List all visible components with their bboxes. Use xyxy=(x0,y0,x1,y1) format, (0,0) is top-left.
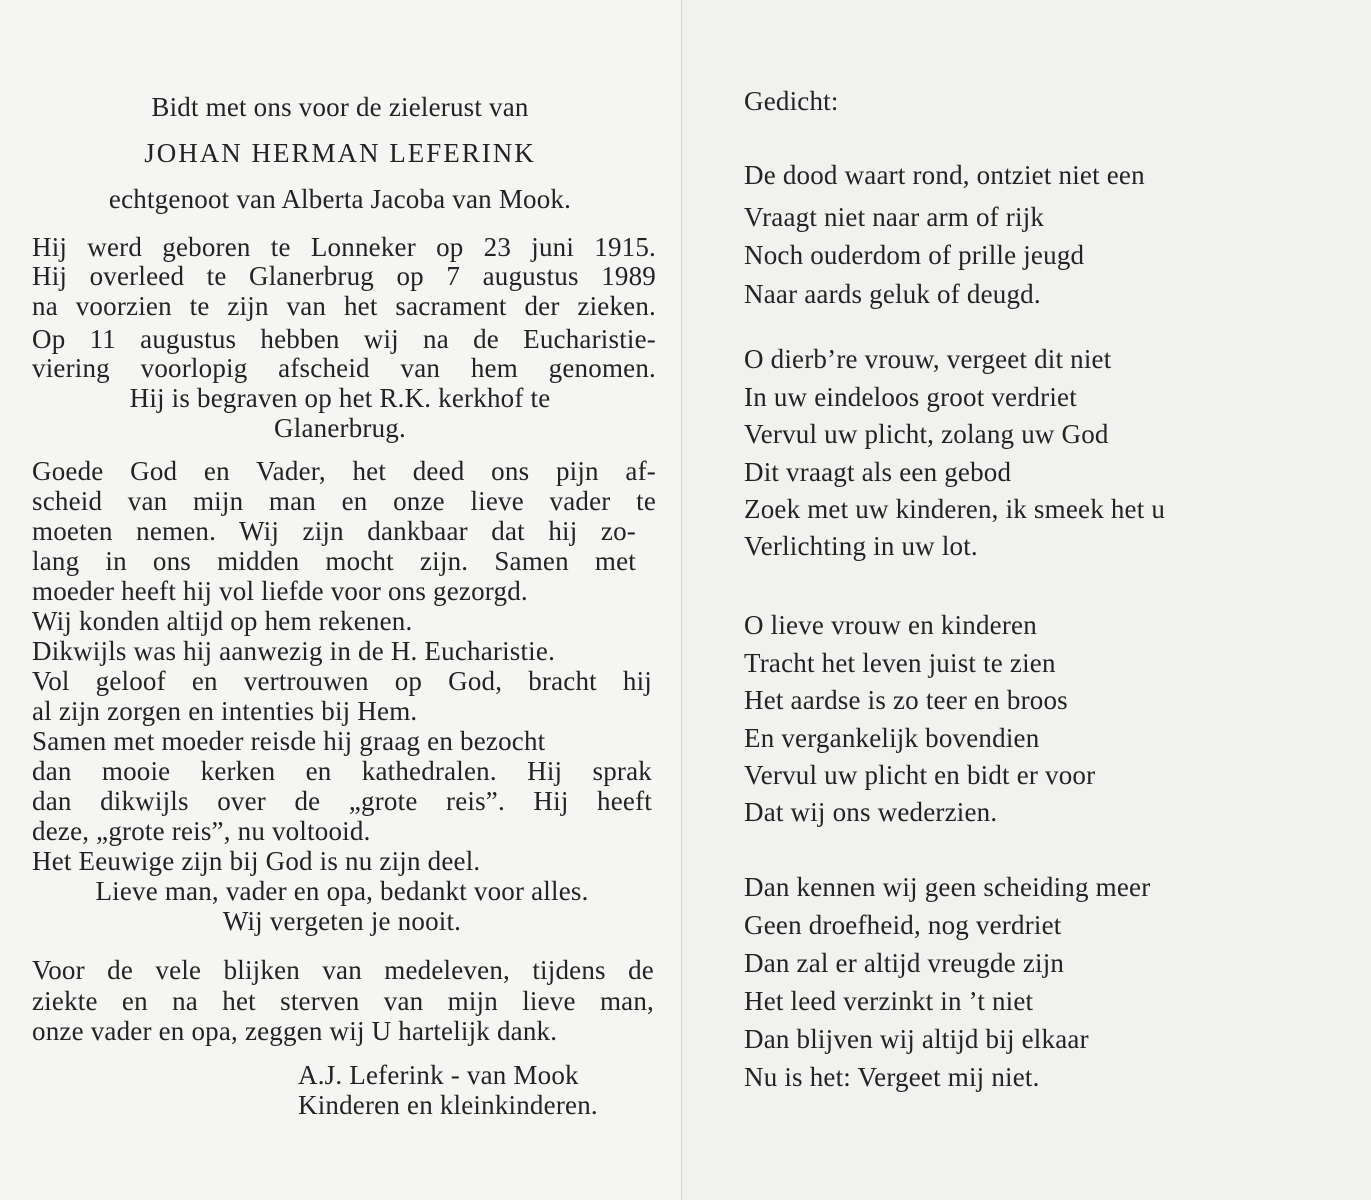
tribute-line: deze, „grote reis”, nu voltooid. xyxy=(32,816,371,846)
biography-line: Op 11 augustus hebben wij na de Eucharistie- xyxy=(32,324,656,354)
left-panel xyxy=(0,0,681,1200)
poem-line: Vervul uw plicht en bidt er voor xyxy=(744,760,1096,790)
poem-line: Tracht het leven juist te zien xyxy=(744,648,1056,678)
poem-line: Het aardse is zo teer en broos xyxy=(744,685,1068,715)
tribute-line: Dikwijls was hij aanwezig in de H. Eucharistie. xyxy=(32,636,556,666)
signature-line: A.J. Leferink - van Mook xyxy=(298,1060,579,1090)
poem-line: O dierb’re vrouw, vergeet dit niet xyxy=(744,344,1112,374)
tribute-line: Het Eeuwige zijn bij God is nu zijn deel. xyxy=(32,846,481,876)
poem-line: En vergankelijk bovendien xyxy=(744,723,1040,753)
tribute-line: moeten nemen. Wij zijn dankbaar dat hij zo- xyxy=(32,516,636,546)
poem-line: Dan zal er altijd vreugde zijn xyxy=(744,948,1065,978)
tribute-line: al zijn zorgen en intenties bij Hem. xyxy=(32,696,418,726)
poem-line: De dood waart rond, ontziet niet een xyxy=(744,160,1145,190)
tribute-line: dan dikwijls over de „grote reis”. Hij heeft xyxy=(32,786,652,816)
biography-line: Hij overleed te Glanerbrug op 7 augustus 1989 xyxy=(32,261,656,291)
tribute-line: Goede God en Vader, het deed ons pijn af- xyxy=(32,456,656,486)
thanks-line: onze vader en opa, zeggen wij U hartelijk dank. xyxy=(32,1016,558,1046)
poem-line: Vraagt niet naar arm of rijk xyxy=(744,202,1045,232)
burial-line: Hij is begraven op het R.K. kerkhof te xyxy=(129,383,551,413)
farewell-line: Lieve man, vader en opa, bedankt voor alles. xyxy=(95,876,589,906)
poem-line: Dan kennen wij geen scheiding meer xyxy=(744,872,1151,902)
poem-line: In uw eindeloos groot verdriet xyxy=(744,382,1077,412)
tribute-line: Wij konden altijd op hem rekenen. xyxy=(32,606,413,636)
tribute-line: dan mooie kerken en kathedralen. Hij sprak xyxy=(32,756,652,786)
biography-line: viering voorlopig afscheid van hem genomen. xyxy=(32,353,656,383)
farewell-line: Wij vergeten je nooit. xyxy=(222,906,462,936)
right-panel xyxy=(682,0,1371,1200)
thanks-line: ziekte en na het sterven van mijn lieve man, xyxy=(32,986,654,1016)
signature-line: Kinderen en kleinkinderen. xyxy=(298,1090,598,1120)
tribute-line: scheid van mijn man en onze lieve vader te xyxy=(32,486,656,516)
deceased-name: JOHAN HERMAN LEFERINK xyxy=(144,138,536,168)
poem-line: Verlichting in uw lot. xyxy=(744,531,978,561)
poem-line: Naar aards geluk of deugd. xyxy=(744,279,1041,309)
poem-line: Het leed verzinkt in ’t niet xyxy=(744,986,1034,1016)
spouse-text: echtgenoot van Alberta Jacoba van Mook. xyxy=(108,184,572,214)
poem-line: Nu is het: Vergeet mij niet. xyxy=(744,1062,1040,1092)
poem-line: Vervul uw plicht, zolang uw God xyxy=(744,419,1109,449)
poem-line: Dat wij ons wederzien. xyxy=(744,797,998,827)
biography-line: Hij werd geboren te Lonneker op 23 juni 1915. xyxy=(32,232,656,262)
poem-line: Noch ouderdom of prille jeugd xyxy=(744,240,1085,270)
tribute-line: lang in ons midden mocht zijn. Samen met xyxy=(32,546,636,576)
thanks-line: Voor de vele blijken van medeleven, tijdens de xyxy=(32,955,654,985)
burial-line: Glanerbrug. xyxy=(274,413,406,443)
tribute-line: Vol geloof en vertrouwen op God, bracht hij xyxy=(32,666,652,696)
tribute-line: moeder heeft hij vol liefde voor ons gezorgd. xyxy=(32,576,528,606)
poem-line: Zoek met uw kinderen, ik smeek het u xyxy=(744,494,1166,524)
intro-text: Bidt met ons voor de zielerust van xyxy=(151,92,529,122)
poem-line: O lieve vrouw en kinderen xyxy=(744,610,1037,640)
biography-line: na voorzien te zijn van het sacrament der zieken. xyxy=(32,291,656,321)
poem-heading: Gedicht: xyxy=(744,86,839,116)
poem-line: Dan blijven wij altijd bij elkaar xyxy=(744,1024,1089,1054)
poem-line: Dit vraagt als een gebod xyxy=(744,457,1012,487)
poem-line: Geen droefheid, nog verdriet xyxy=(744,910,1062,940)
tribute-line: Samen met moeder reisde hij graag en bezocht xyxy=(32,726,546,756)
